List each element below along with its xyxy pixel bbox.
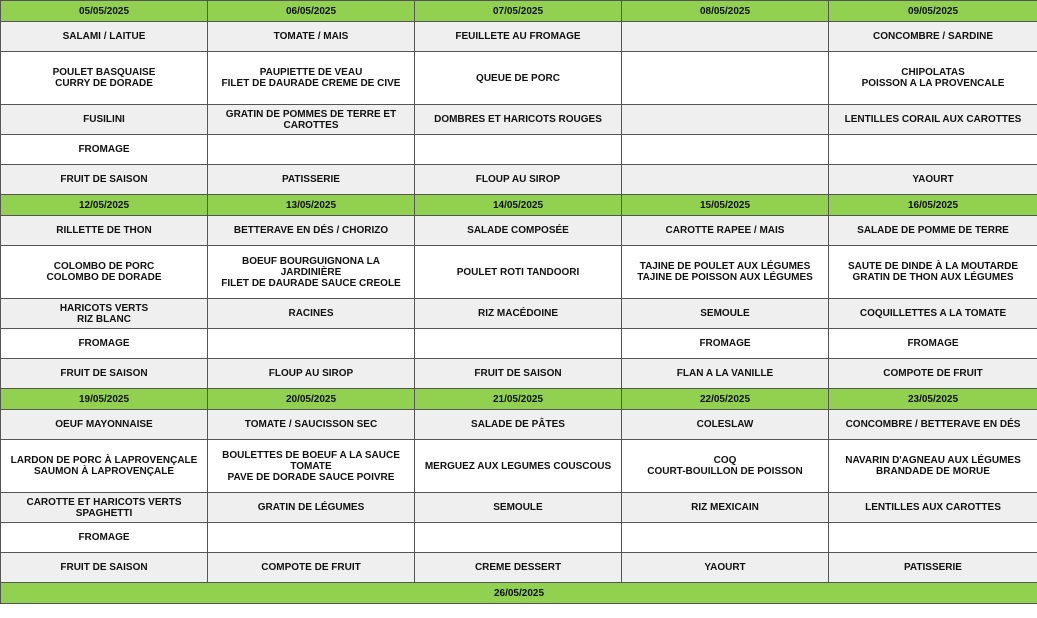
entree-cell: FEUILLETE AU FROMAGE bbox=[415, 22, 622, 52]
dessert-cell: COMPOTE DE FRUIT bbox=[829, 359, 1037, 389]
fromage-cell bbox=[208, 135, 415, 165]
menu-body bbox=[1, 1, 1037, 604]
dessert-cell: FLOUP AU SIROP bbox=[415, 165, 622, 195]
dessert-row bbox=[1, 553, 1037, 583]
date-cell: 26/05/2025 bbox=[1, 583, 1037, 604]
entree-cell: TOMATE / MAIS bbox=[208, 22, 415, 52]
plat-cell: NAVARIN D'AGNEAU AUX LÉGUMES BRANDADE DE MORUE bbox=[829, 440, 1037, 493]
entree-row bbox=[1, 22, 1037, 52]
date-cell: 20/05/2025 bbox=[208, 389, 415, 410]
accompagnement-cell: SEMOULE bbox=[415, 493, 622, 523]
date-cell: 21/05/2025 bbox=[415, 389, 622, 410]
dessert-cell: FRUIT DE SAISON bbox=[415, 359, 622, 389]
plat-row bbox=[1, 246, 1037, 299]
accompagnement-cell: RIZ MACÉDOINE bbox=[415, 299, 622, 329]
plat-cell: POULET BASQUAISE CURRY DE DORADE bbox=[1, 52, 208, 105]
date-row bbox=[1, 1, 1037, 22]
dessert-cell: PATISSERIE bbox=[208, 165, 415, 195]
dessert-cell: CREME DESSERT bbox=[415, 553, 622, 583]
entree-cell: TOMATE / SAUCISSON SEC bbox=[208, 410, 415, 440]
fromage-cell bbox=[208, 523, 415, 553]
date-cell: 14/05/2025 bbox=[415, 195, 622, 216]
date-cell: 08/05/2025 bbox=[622, 1, 829, 22]
accompagnement-cell: DOMBRES ET HARICOTS ROUGES bbox=[415, 105, 622, 135]
date-cell: 23/05/2025 bbox=[829, 389, 1037, 410]
plat-cell: BOULETTES DE BOEUF A LA SAUCE TOMATE PAVE DE DORADE SAUCE POIVRE bbox=[208, 440, 415, 493]
dessert-cell bbox=[622, 165, 829, 195]
dessert-cell: FRUIT DE SAISON bbox=[1, 165, 208, 195]
plat-cell bbox=[622, 52, 829, 105]
entree-cell: RILLETTE DE THON bbox=[1, 216, 208, 246]
dessert-row bbox=[1, 359, 1037, 389]
dessert-cell: FRUIT DE SAISON bbox=[1, 553, 208, 583]
accompagnement-row bbox=[1, 299, 1037, 329]
fromage-cell bbox=[415, 135, 622, 165]
entree-row bbox=[1, 216, 1037, 246]
entree-cell: BETTERAVE EN DÉS / CHORIZO bbox=[208, 216, 415, 246]
date-cell: 15/05/2025 bbox=[622, 195, 829, 216]
date-cell: 22/05/2025 bbox=[622, 389, 829, 410]
accompagnement-row bbox=[1, 493, 1037, 523]
date-row bbox=[1, 389, 1037, 410]
fromage-row bbox=[1, 523, 1037, 553]
fromage-cell bbox=[622, 523, 829, 553]
dessert-cell: YAOURT bbox=[622, 553, 829, 583]
fromage-row bbox=[1, 135, 1037, 165]
fromage-cell bbox=[415, 523, 622, 553]
plat-row bbox=[1, 52, 1037, 105]
date-cell: 07/05/2025 bbox=[415, 1, 622, 22]
entree-cell: SALADE COMPOSÉE bbox=[415, 216, 622, 246]
dessert-cell: PATISSERIE bbox=[829, 553, 1037, 583]
plat-cell: TAJINE DE POULET AUX LÉGUMES TAJINE DE POISSON AUX LÉGUMES bbox=[622, 246, 829, 299]
entree-cell: SALADE DE PÂTES bbox=[415, 410, 622, 440]
plat-row bbox=[1, 440, 1037, 493]
plat-cell: PAUPIETTE DE VEAU FILET DE DAURADE CREME DE CIVE bbox=[208, 52, 415, 105]
plat-cell: QUEUE DE PORC bbox=[415, 52, 622, 105]
date-cell: 16/05/2025 bbox=[829, 195, 1037, 216]
dessert-cell: YAOURT bbox=[829, 165, 1037, 195]
accompagnement-cell: COQUILLETTES A LA TOMATE bbox=[829, 299, 1037, 329]
entree-cell: SALAMI / LAITUE bbox=[1, 22, 208, 52]
accompagnement-cell: LENTILLES AUX CAROTTES bbox=[829, 493, 1037, 523]
plat-cell: LARDON DE PORC À LAPROVENÇALE SAUMON À LAPROVENÇALE bbox=[1, 440, 208, 493]
entree-cell bbox=[622, 22, 829, 52]
fromage-cell bbox=[829, 135, 1037, 165]
entree-cell: SALADE DE POMME DE TERRE bbox=[829, 216, 1037, 246]
fromage-cell: FROMAGE bbox=[1, 329, 208, 359]
entree-cell: OEUF MAYONNAISE bbox=[1, 410, 208, 440]
fromage-cell: FROMAGE bbox=[1, 135, 208, 165]
accompagnement-cell: GRATIN DE POMMES DE TERRE ET CAROTTES bbox=[208, 105, 415, 135]
fromage-cell bbox=[829, 523, 1037, 553]
accompagnement-cell: CAROTTE ET HARICOTS VERTS SPAGHETTI bbox=[1, 493, 208, 523]
accompagnement-cell bbox=[622, 105, 829, 135]
plat-cell: COQ COURT-BOUILLON DE POISSON bbox=[622, 440, 829, 493]
fromage-cell bbox=[208, 329, 415, 359]
accompagnement-cell: SEMOULE bbox=[622, 299, 829, 329]
fromage-row bbox=[1, 329, 1037, 359]
date-cell: 12/05/2025 bbox=[1, 195, 208, 216]
plat-cell: MERGUEZ AUX LEGUMES COUSCOUS bbox=[415, 440, 622, 493]
dessert-cell: FLAN A LA VANILLE bbox=[622, 359, 829, 389]
entree-cell: CONCOMBRE / SARDINE bbox=[829, 22, 1037, 52]
dessert-cell: FLOUP AU SIROP bbox=[208, 359, 415, 389]
accompagnement-cell: LENTILLES CORAIL AUX CAROTTES bbox=[829, 105, 1037, 135]
dessert-cell: COMPOTE DE FRUIT bbox=[208, 553, 415, 583]
plat-cell: COLOMBO DE PORC COLOMBO DE DORADE bbox=[1, 246, 208, 299]
fromage-cell: FROMAGE bbox=[1, 523, 208, 553]
date-cell: 13/05/2025 bbox=[208, 195, 415, 216]
plat-cell: BOEUF BOURGUIGNONA LA JARDINIÈRE FILET DE DAURADE SAUCE CREOLE bbox=[208, 246, 415, 299]
date-cell: 09/05/2025 bbox=[829, 1, 1037, 22]
fromage-cell: FROMAGE bbox=[829, 329, 1037, 359]
entree-row bbox=[1, 410, 1037, 440]
plat-cell: CHIPOLATAS POISSON A LA PROVENCALE bbox=[829, 52, 1037, 105]
accompagnement-row bbox=[1, 105, 1037, 135]
date-row-26-05 bbox=[1, 583, 1037, 604]
fromage-cell bbox=[622, 135, 829, 165]
dessert-row bbox=[1, 165, 1037, 195]
entree-cell: CAROTTE RAPEE / MAIS bbox=[622, 216, 829, 246]
entree-cell: CONCOMBRE / BETTERAVE EN DÉS bbox=[829, 410, 1037, 440]
plat-cell: SAUTE DE DINDE À LA MOUTARDE GRATIN DE THON AUX LÉGUMES bbox=[829, 246, 1037, 299]
date-row bbox=[1, 195, 1037, 216]
entree-cell: COLESLAW bbox=[622, 410, 829, 440]
accompagnement-cell: RIZ MEXICAIN bbox=[622, 493, 829, 523]
plat-cell: POULET ROTI TANDOORI bbox=[415, 246, 622, 299]
date-cell: 06/05/2025 bbox=[208, 1, 415, 22]
date-cell: 19/05/2025 bbox=[1, 389, 208, 410]
accompagnement-cell: HARICOTS VERTS RIZ BLANC bbox=[1, 299, 208, 329]
accompagnement-cell: GRATIN DE LÉGUMES bbox=[208, 493, 415, 523]
accompagnement-cell: RACINES bbox=[208, 299, 415, 329]
fromage-cell: FROMAGE bbox=[622, 329, 829, 359]
accompagnement-cell: FUSILINI bbox=[1, 105, 208, 135]
fromage-cell bbox=[415, 329, 622, 359]
dessert-cell: FRUIT DE SAISON bbox=[1, 359, 208, 389]
date-cell: 05/05/2025 bbox=[1, 1, 208, 22]
